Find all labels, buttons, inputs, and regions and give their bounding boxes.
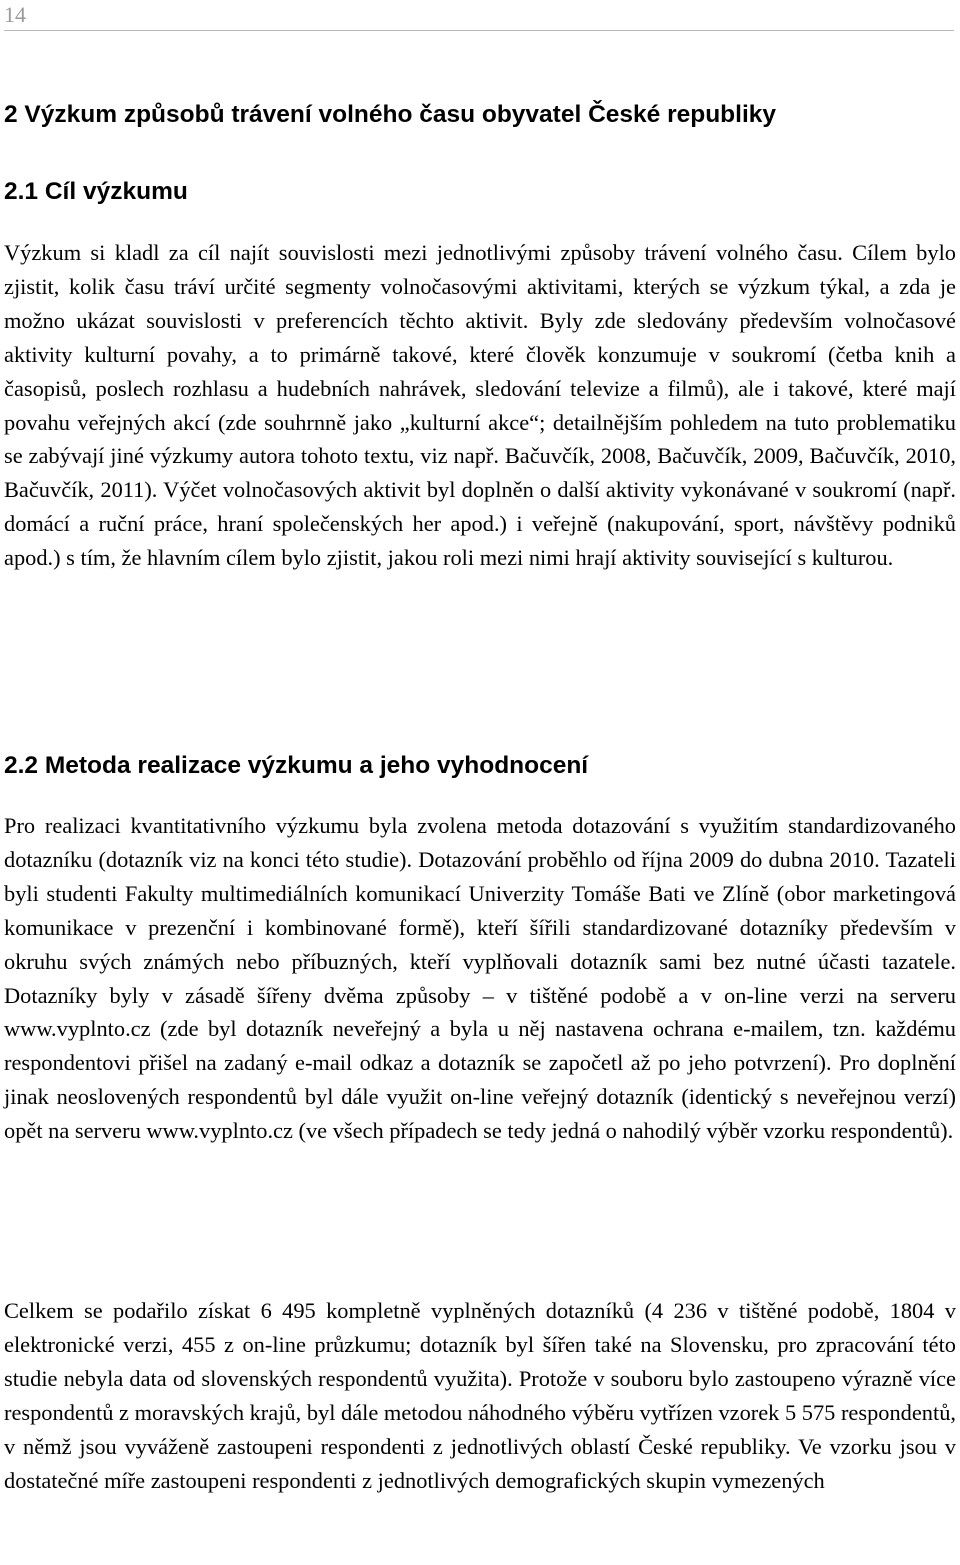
page-header [4,2,954,31]
section-heading: 2 Výzkum způsobů trávení volného času obyvatel České republiky [4,101,777,128]
subsection-heading-method: 2.2 Metoda realizace výzkumu a jeho vyhodnocení [4,752,589,779]
paragraph-method: Pro realizaci kvantitativního výzkumu byla zvolena metoda dotazování s využitím standardizovaného dotazníku (dotazník viz na konci této studie). Dotazování proběhlo od října 2009 do dubna 2010. Tazateli byli studenti Fakulty multimediálních komunikací Univerzity Tomáše Bati ve Zlíně (obor marketingová komunikace v prezenční i kombinované formě), kteří šířili standardizované dotazníky především v okruhu svých známých nebo příbuzných, kteří vyplňovali dotazník sami bez nutné účasti tazatele. Dotazníky byly v zásadě šířeny dvěma způsoby – v tištěné podobě a v on-line verzi na serveru www.vyplnto.cz (zde byl dotazník neveřejný a byla u něj nastavena ochrana e-mailem, tzn. každému respondentovi přišel na zadaný e-mail odkaz a dotazník se započetl až po jeho potvrzení). Pro doplnění jinak neoslovených respondentů byl dále využit on-line veřejný dotazník (identický s neveřejnou verzí) opět na serveru www.vyplnto.cz (ve všech případech se tedy jedná o nahodilý výběr vzorku respondentů). [4,813,956,1144]
subsection-heading-goal: 2.1 Cíl výzkumu [4,178,188,205]
paragraph-sample: Celkem se podařilo získat 6 495 kompletně vyplněných dotazníků (4 236 v tištěné podobě, 1804 v elektronické verzi, 455 z on-line průzkumu; dotazník byl šířen také na Slovensku, pro zpracování této studie nebyla data od slovenských respondentů využita). Protože v souboru bylo zastoupeno výrazně více respondentů z moravských krajů, byl dále metodou náhodného výběru vytřízen vzorek 5 575 respondentů, v němž jsou vyváženě zastoupeni respondenti z jednotlivých oblastí České republiky. Ve vzorku jsou v dostatečné míře zastoupeni respondenti z jednotlivých demografických skupin vymezených [4,1298,956,1493]
page-number: 14 [4,2,26,27]
paragraph-goal: Výzkum si kladl za cíl najít souvislosti mezi jednotlivými způsoby trávení volného času. Cílem bylo zjistit, kolik času tráví určité segmenty volnočasovými aktivitami, kterých se výzkum týkal, a zda je možno ukázat souvislosti v preferencích těchto aktivit. Byly zde sledovány především volnočasové aktivity kulturní povahy, a to primárně takové, které člověk konzumuje v soukromí (četba knih a časopisů, poslech rozhlasu a hudebních nahrávek, sledování televize a filmů), ale i takové, které mají povahu veřejných akcí (zde souhrnně jako „kulturní akce“; detailnějším pohledem na tuto problematiku se zabývají jiné výzkumy autora tohoto textu, viz např. Bačuvčík, 2008, Bačuvčík, 2009, Bačuvčík, 2010, Bačuvčík, 2011). Výčet volnočasových aktivit byl doplněn o další aktivity vykonávané v soukromí (např. domácí a ruční práce, hraní společenských her apod.) i veřejně (nakupování, sport, návštěvy podniků apod.) s tím, že hlavním cílem bylo zjistit, jakou roli mezi nimi hrají aktivity související s kulturou. [4,240,956,571]
